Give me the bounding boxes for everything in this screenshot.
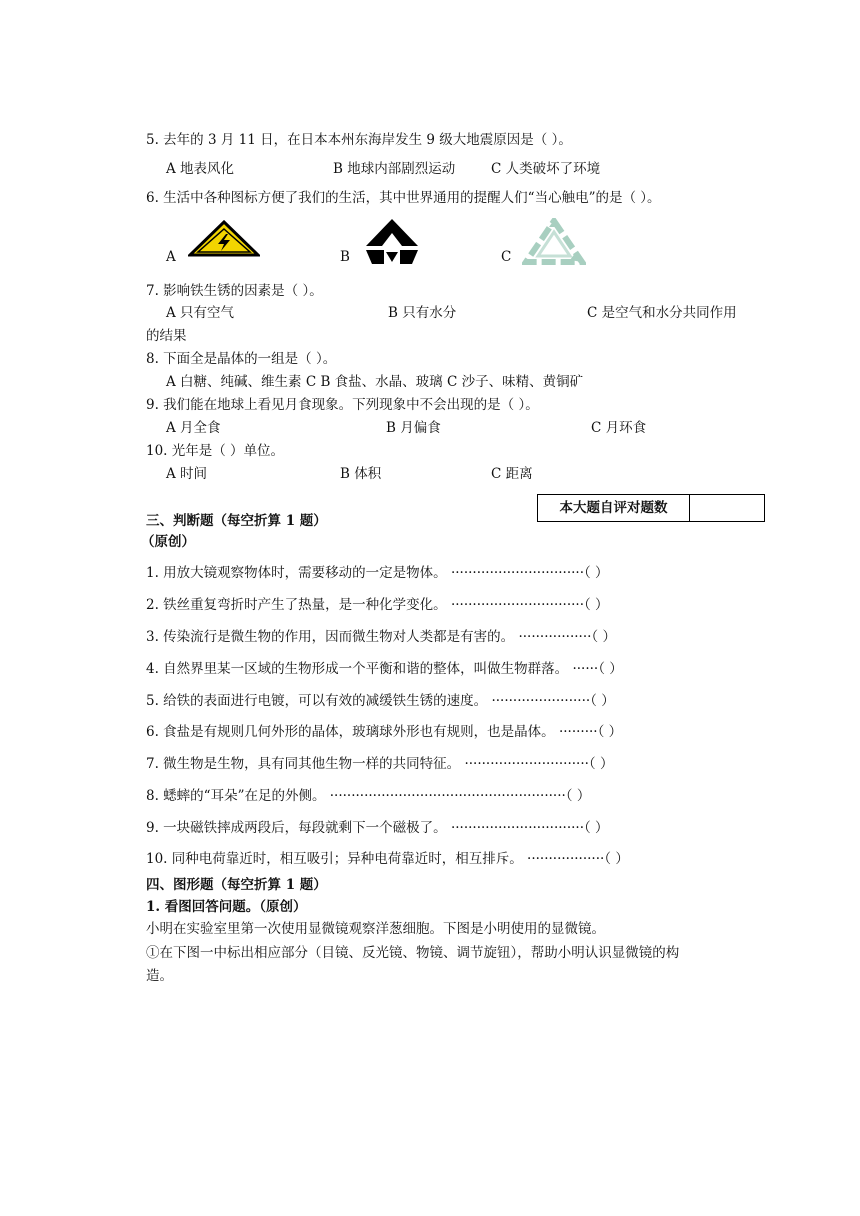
q6-option-b: B [340,249,350,265]
q10-stem: 10. 光年是（ ）单位。 [146,443,285,459]
q5-option-a: A 地表风化 [166,161,235,177]
section4-q1-title: 1. 看图回答问题。（原创） [146,899,307,915]
judgement-item: 8. 蟋蟀的“耳朵”在足的外侧。 ·······················································（ ） [146,788,591,804]
judgement-item: 2. 铁丝重复弯折时产生了热量，是一种化学变化。 ·······························（ ） [146,597,609,613]
q5-stem: 5. 去年的 3 月 11 日，在日本本州东海岸发生 9 级大地震原因是（ ）。 [146,132,572,148]
judgement-item: 4. 自然界里某一区域的生物形成一个平衡和谐的整体，叫做生物群落。 ······（ ） [146,661,623,677]
q10-option-b: B 体积 [340,466,382,482]
section4-q1-line3: 造。 [146,968,173,984]
q6-option-c: C [501,249,512,265]
section3-title: 三、判断题（每空折算 1 题） [146,513,327,529]
recycle-black-icon [360,216,424,272]
q6-option-a: A [166,249,176,265]
judgement-item: 10. 同种电荷靠近时，相互吸引；异种电荷靠近时，相互排斥。 ··················（ ） [146,851,629,867]
q9-option-a: A 月全食 [166,420,221,436]
q10-option-c: C 距离 [491,466,533,482]
recycle-green-icon [522,218,586,270]
q5-option-c: C 人类破坏了环境 [491,161,601,177]
judgement-item: 7. 微生物是生物，具有同其他生物一样的共同特征。 ·····························（ ） [146,756,614,772]
self-eval-label: 本大题自评对题数 [537,494,690,522]
judgement-item: 9. 一块磁铁摔成两段后，每段就剩下一个磁极了。 ·······························（ ） [146,820,609,836]
q7-option-b: B 只有水分 [388,305,457,321]
q7-option-c: C 是空气和水分共同作用 [587,305,737,321]
q7-option-c-continuation: 的结果 [146,328,187,344]
self-eval-score-field[interactable] [689,494,765,522]
q8-options: A 白糖、纯碱、维生素 C B 食盐、水晶、玻璃 C 沙子、味精、黄铜矿 [166,374,584,390]
q9-option-c: C 月环食 [591,420,647,436]
section4-title: 四、图形题（每空折算 1 题） [146,877,327,893]
q9-stem: 9. 我们能在地球上看见月食现象。下列现象中不会出现的是（ ）。 [146,397,539,413]
q9-option-b: B 月偏食 [386,420,441,436]
judgement-item: 5. 给铁的表面进行电镀，可以有效的减缓铁生锈的速度。 ·······················（ ） [146,693,615,709]
section4-q1-line1: 小明在实验室里第一次使用显微镜观察洋葱细胞。下图是小明使用的显微镜。 [146,921,605,937]
judgement-item: 3. 传染流行是微生物的作用，因而微生物对人类都是有害的。 ·················（ ） [146,629,616,645]
q7-stem: 7. 影响铁生锈的因素是（ ）。 [146,283,323,299]
q10-option-a: A 时间 [166,466,208,482]
section4-q1-line2: ①在下图一中标出相应部分（目镜、反光镜、物镜、调节旋钮），帮助小明认识显微镜的构 [146,945,680,961]
q5-option-b: B 地球内部剧烈运动 [333,161,456,177]
q6-stem: 6. 生活中各种图标方便了我们的生活，其中世界通用的提醒人们“当心触电”的是（ ）。 [146,190,661,206]
section3-note: （原创） [141,534,195,550]
electric-hazard-warning-icon [188,220,260,262]
judgement-item: 1. 用放大镜观察物体时，需要移动的一定是物体。 ·······························（ ） [146,565,609,581]
judgement-item: 6. 食盐是有规则几何外形的晶体，玻璃球外形也有规则，也是晶体。 ·········（ ） [146,724,623,740]
q7-option-a: A 只有空气 [166,305,235,321]
q8-stem: 8. 下面全是晶体的一组是（ ）。 [146,351,337,367]
